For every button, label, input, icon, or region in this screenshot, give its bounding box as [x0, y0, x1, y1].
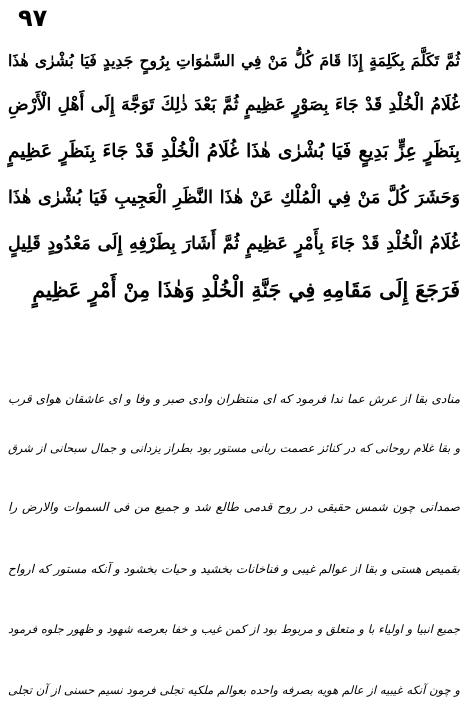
persian-line-2: و بقا غلام روحانی که در کنائز عصمت ربانی مستور بود بطراز یزدانی و جمال سبحانی از شرق: [8, 441, 460, 455]
persian-line-5: جمیع انبیا و اولیاء با و متعلق و مربوط بود از کمن غیب و خفا بعرصه شهود و ظهور جلوه فرمود: [8, 622, 460, 636]
persian-line-1: منادی بقا از عرش عما ندا فرمود که ای منتظران وادی صبر و وفا و ای عاشقان هوای قرب: [8, 392, 460, 406]
arabic-line-1: ثُمَّ تَكَلَّمَ بِكَلِمَةٍ إِذَا قَامَ كُلُّ مَنْ فِي السَّمٰوَاتِ بِرُوحٍ جَدِيدٍ فَيَا بُشْرٰى هٰذَا: [8, 51, 460, 70]
arabic-line-2: غُلَامُ الْخُلْدِ قَدْ جَاءَ بِصَوْرٍ عَظِيمٍ ثُمَّ بَعْدَ ذٰلِكَ تَوَجَّهَ إِلَى أَهْلِ الْأَرْضِ: [8, 95, 460, 115]
arabic-line-3: بِنَظَرٍ عِزٍّ بَدِيعٍ فَيَا بُشْرٰى هٰذَا غُلَامُ الْخُلْدِ قَدْ جَاءَ بِنَظَرٍ عَظِيمٍ: [8, 141, 460, 162]
arabic-line-6: فَرَجَعَ إِلَى مَقَامِهِ فِي جَنَّةِ الْخُلْدِ وَهٰذَا مِنْ أَمْرٍ عَظِيمٍ: [32, 278, 460, 302]
persian-line-4: بقمیص هستی و بقا از عوالم غیبی و فناخانات بخشید و حیات بخشود و آنکه مستور که ارواح: [8, 562, 460, 576]
persian-line-3: صمدانی چون شمس حقیقی در روح قدمی طالع شد و جمیع من فی السموات والارض را: [8, 500, 460, 514]
persian-line-6: و چون آنکه غیبیه از عالم هویه بصرفه واحده بعوالم ملکیه تجلی فرمود نسیم حسنی از آن تجلی: [8, 683, 460, 697]
arabic-line-5: غُلَامُ الْخُلْدِ قَدْ جَاءَ بِأَمْرٍ عَظِيمٍ ثُمَّ أَشَارَ بِطَرْفِهِ إِلَى مَعْدُودٍ قَلِيلٍ: [8, 234, 460, 254]
page-number: ٩٧: [18, 4, 48, 32]
arabic-line-4: وَحَشَرَ كُلَّ مَنْ فِي الْمُلْكِ عَنْ هٰذَا النَّظَرِ الْعَجِيبِ فَيَا بُشْرٰى هٰذَا: [8, 188, 460, 208]
